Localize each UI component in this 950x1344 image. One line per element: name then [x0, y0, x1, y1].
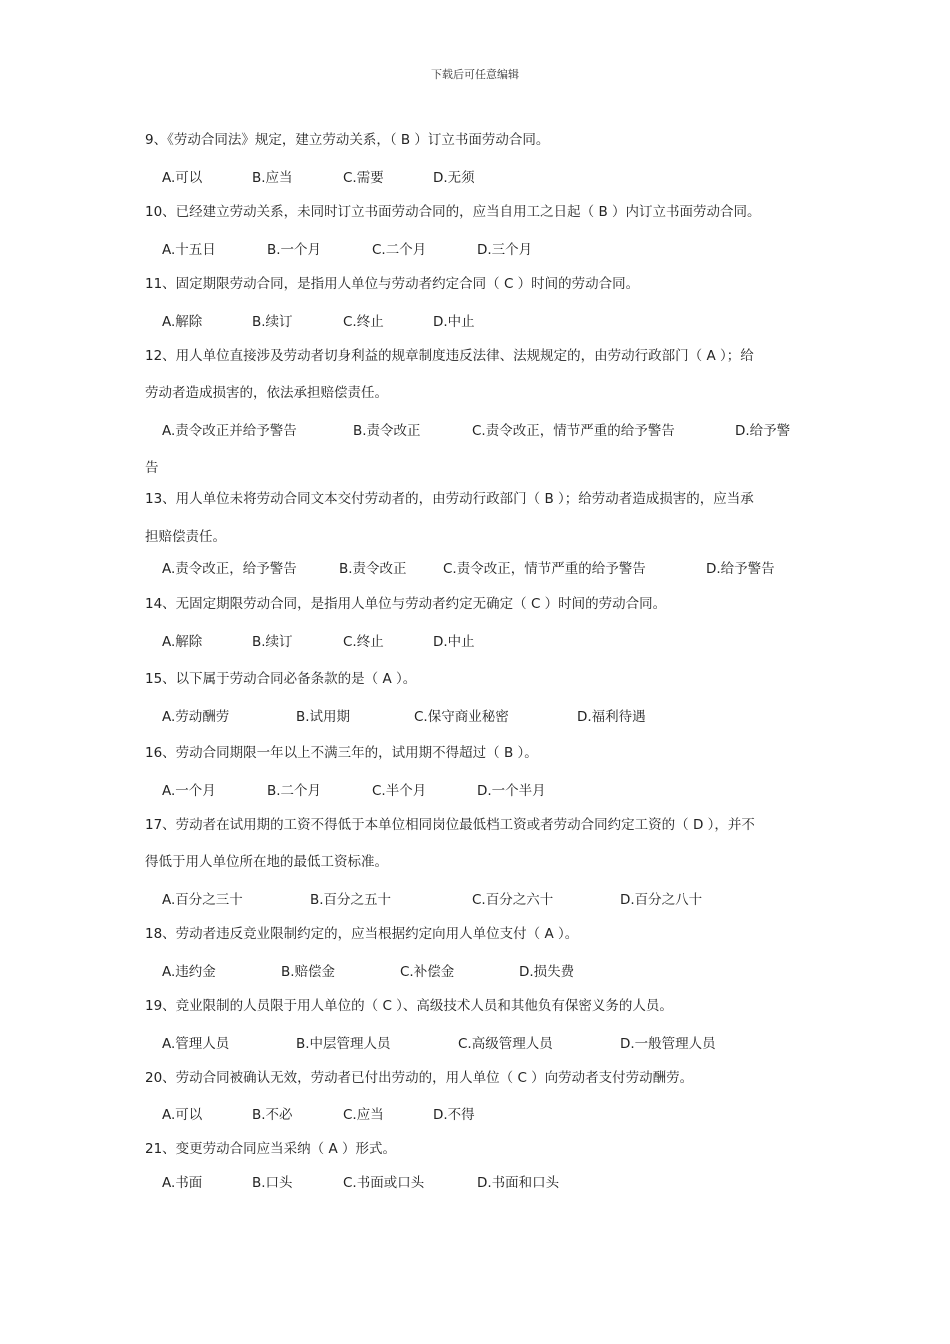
option-c: C.百分之六十 [472, 892, 554, 908]
option-c: C.二个月 [372, 242, 427, 258]
question-18: 18、劳动者违反竞业限制约定的，应当根据约定向用人单位支付（ A ）。 [145, 926, 579, 942]
option-a: A.可以 [162, 1107, 203, 1123]
question-10: 10、已经建立劳动关系，未同时订立书面劳动合同的，应当自用工之日起（ B ）内订立书面劳动合同。 [145, 204, 761, 220]
option-b: B.赔偿金 [281, 964, 336, 980]
option-b: B.续订 [252, 634, 293, 650]
question-13-continued: 担赔偿责任。 [145, 529, 226, 545]
option-c: C.责令改正，情节严重的给予警告 [443, 561, 646, 577]
option-b: B.百分之五十 [310, 892, 392, 908]
option-a: A.一个月 [162, 783, 216, 799]
question-9: 9、《劳动合同法》规定，建立劳动关系，（ B ）订立书面劳动合同。 [145, 132, 550, 148]
option-c: C.终止 [343, 634, 384, 650]
option-d: D.一般管理人员 [620, 1036, 716, 1052]
option-a: A.解除 [162, 634, 203, 650]
option-c: C.补偿金 [400, 964, 455, 980]
question-12: 12、用人单位直接涉及劳动者切身利益的规章制度违反法律、法规规定的，由劳动行政部门（ A ）；给 [145, 348, 754, 364]
option-b: B.一个月 [267, 242, 322, 258]
question-13: 13、用人单位未将劳动合同文本交付劳动者的，由劳动行政部门（ B ）；给劳动者造成损害的，应当承 [145, 491, 754, 507]
option-b: B.口头 [252, 1175, 293, 1191]
option-c: C.应当 [343, 1107, 384, 1123]
page-header: 下载后可任意编辑 [431, 68, 519, 81]
option-c: C.保守商业秘密 [414, 709, 509, 725]
option-c: C.责令改正，情节严重的给予警告 [472, 423, 675, 439]
question-12-continued: 劳动者造成损害的，依法承担赔偿责任。 [145, 385, 388, 401]
question-14: 14、无固定期限劳动合同，是指用人单位与劳动者约定无确定（ C ）时间的劳动合同。 [145, 596, 667, 612]
option-d: D.书面和口头 [477, 1175, 560, 1191]
option-b: B.二个月 [267, 783, 322, 799]
option-a: A.解除 [162, 314, 203, 330]
question-11: 11、固定期限劳动合同，是指用人单位与劳动者约定合同（ C ）时间的劳动合同。 [145, 276, 640, 292]
option-d: D.三个月 [477, 242, 533, 258]
option-b: B.续订 [252, 314, 293, 330]
option-b: B.责令改正 [339, 561, 407, 577]
option-d: D.无须 [433, 170, 475, 186]
option-b: B.不必 [252, 1107, 293, 1123]
question-17-continued: 得低于用人单位所在地的最低工资标准。 [145, 854, 388, 870]
option-a: A.十五日 [162, 242, 216, 258]
option-c: C.书面或口头 [343, 1175, 425, 1191]
option-d: D.损失费 [519, 964, 575, 980]
option-b: B.责令改正 [353, 423, 421, 439]
option-d: D.福利待遇 [577, 709, 646, 725]
question-19: 19、竞业限制的人员限于用人单位的（ C ）、高级技术人员和其他负有保密义务的人员。 [145, 998, 673, 1014]
option-c: C.半个月 [372, 783, 427, 799]
option-d: D.不得 [433, 1107, 475, 1123]
option-d: D.中止 [433, 314, 475, 330]
option-d: D.一个半月 [477, 783, 546, 799]
option-b: B.中层管理人员 [296, 1036, 391, 1052]
option-b: B.试用期 [296, 709, 351, 725]
option-a: A.责令改正，给予警告 [162, 561, 297, 577]
question-15: 15、以下属于劳动合同必备条款的是（ A ）。 [145, 671, 417, 687]
option-b: B.应当 [252, 170, 293, 186]
option-a: A.劳动酬劳 [162, 709, 230, 725]
option-a: A.百分之三十 [162, 892, 243, 908]
option-d: D.给予警 [735, 423, 791, 439]
option-d: D.中止 [433, 634, 475, 650]
option-d: D.百分之八十 [620, 892, 703, 908]
option-c: C.终止 [343, 314, 384, 330]
option-c: C.需要 [343, 170, 384, 186]
option-d-continued: 告 [145, 460, 159, 476]
question-16: 16、劳动合同期限一年以上不满三年的，试用期不得超过（ B ）。 [145, 745, 538, 761]
option-c: C.高级管理人员 [458, 1036, 553, 1052]
question-17: 17、劳动者在试用期的工资不得低于本单位相同岗位最低档工资或者劳动合同约定工资的（ D ），并不 [145, 817, 755, 833]
option-a: A.责令改正并给予警告 [162, 423, 297, 439]
option-a: A.违约金 [162, 964, 216, 980]
option-a: A.管理人员 [162, 1036, 230, 1052]
question-20: 20、劳动合同被确认无效，劳动者已付出劳动的，用人单位（ C ）向劳动者支付劳动酬劳。 [145, 1070, 694, 1086]
option-a: A.书面 [162, 1175, 203, 1191]
option-d: D.给予警告 [706, 561, 775, 577]
question-21: 21、变更劳动合同应当采纳（ A ）形式。 [145, 1141, 396, 1157]
option-a: A.可以 [162, 170, 203, 186]
